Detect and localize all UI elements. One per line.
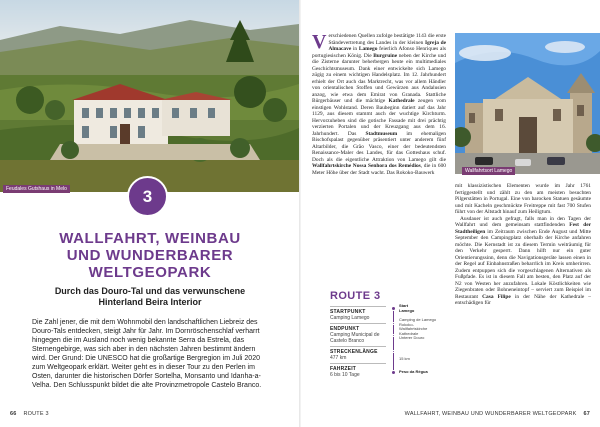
page-number-right: 67: [583, 411, 590, 417]
body-bold: Fest der Stadtheiligen: [455, 222, 591, 235]
route-map-distance: 15 km: [399, 356, 410, 361]
route-fact-key: STARTPUNKT: [330, 309, 366, 315]
route-map-text: Rokoko-: [399, 321, 414, 327]
route-fact-value: 477 km: [330, 355, 347, 361]
body-text: feierlich Afonso Henriques als portugiesischen König. Die: [312, 46, 446, 59]
route-fact-key: ENDPUNKT: [330, 326, 360, 332]
body-paragraph: [455, 216, 591, 307]
route-fact-key: STRECKENLÄNGE: [330, 349, 378, 355]
route-map-text: Start: [399, 303, 409, 308]
chapter-number-badge: 3: [127, 176, 168, 217]
body-column-1: [312, 33, 446, 176]
photo-caption-right: Wallfahrtsort Lamego: [462, 167, 515, 175]
route-fact-value: Camping Municipal de Castelo Branco: [330, 332, 380, 344]
chapter-title-line: WALLFAHRT, WEINBAU: [59, 230, 241, 247]
route-map-label-stops: [399, 318, 436, 341]
page-gutter: [299, 0, 301, 427]
route-fact-value: 6 bis 10 Tage: [330, 372, 360, 378]
body-text: in der Nähe der Kathedrale – entschädigen für: [455, 293, 591, 306]
body-text: in: [351, 46, 359, 52]
intro-paragraph: Die Zahl jener, die mit dem Wohnmobil den landschaftlichen Liebreiz des Douro-Tals entdecken, steigt Jahr für Jahr. Im Dornröschenschlaf verharrt hingegen die im Ausland noch wenig bekannte Serra da Estrela, das Sternengebirge, was sich aber in den nächsten Jahren bestimmt ändern wird. Der Grund: Die UNESCO hat die großartige Bergregion im Juli 2020 zum Weltgeopark erklärt. Weiter geht es in dieser Tour zu den Perlen im Osten, darunter die historischen Dörfer Sortelha, Monsanto und Idanha-a-Velha. Den Schlusspunkt bildet die alte Provinzmetropole Castelo Branco.: [32, 319, 262, 389]
route-map-label-start: [399, 304, 414, 313]
body-bold: Burgruine: [373, 52, 398, 59]
route-fact-length: [330, 346, 386, 363]
chapter-title-line: WELTGEOPARK: [88, 264, 212, 281]
route-info-box: [330, 290, 440, 412]
body-paragraph: mit klassizistischen Elementen wurde im Jahr 1761 fertiggestellt und zählt zu den am meisten besuchten Pilgerstätten in Portugal. Eine von barocken Statuen gesäumte und mit Kacheln geschmückte Freitreppe mit fast 700 Stufen führt von der Altstadt hinauf zum Heiligtum.: [455, 183, 591, 215]
route-map-text: Camping de Lamego: [399, 317, 437, 322]
chapter-subtitle: [20, 286, 280, 308]
route-stop-marker: [392, 334, 395, 337]
drop-cap: V: [312, 31, 327, 53]
route-line: [393, 308, 394, 374]
body-text: im ehemaligen Bischofspalast gegenüber präsentiert unter anderem fünf Altarbilder, die Grão Vasco, einer der bedeutendsten Renaissance-Maler des Landes, für das Gotteshaus schuf. Doch als die eigentliche Attraktion von Lamego gilt die: [312, 130, 447, 163]
route-stop-marker: [392, 350, 395, 353]
photo-manor-house: [0, 0, 299, 192]
body-text: erschiedenen Quellen zufolge bestätigte 1143 die erste Ständevertretung des Landes in der kleinen: [328, 33, 446, 46]
route-fact-value: Camping Lamego: [330, 315, 370, 321]
route-fact-key: FAHRZEIT: [330, 366, 357, 372]
body-column-2: [455, 183, 591, 307]
route-fact-end: [330, 323, 386, 346]
route-map-label-end: [399, 370, 428, 375]
body-bold: Lamego: [358, 46, 378, 52]
body-bold: Stadtmuseum: [365, 130, 398, 137]
page-number-left: 66: [10, 411, 17, 417]
body-bold: Casa Filipe: [482, 293, 511, 300]
body-text: neben der Kirche und die Zisterne darunter beherbergen heute ein multimediales Geschichtsmuseum. Dank einer entwickelte sich Lamego zügig zu einem wichtigen Handelsplatz. Im 12. Jahrhundert erhielt der Ort auch das Marktrecht, was vor allem Händler von orientalischen Stoffen und Gewürzen aus Andalusien anzog, wie etwa dem Emirat von Granada. Stattliche Bürgerbäuser und die mächtige: [312, 52, 446, 104]
route-fact-start: [330, 306, 386, 323]
chapter-title-line: UND WUNDERBARER: [66, 247, 234, 264]
body-text: Ausdauer ist auch gefragt, falls man in den Tagen der Wallfahrt und dem gemeinsam stattfindenden: [455, 215, 591, 228]
photo-lamego-church: [455, 33, 600, 174]
body-bold: Igreja de Almacave: [328, 39, 446, 52]
route-facts: [330, 306, 386, 380]
photo-caption-left: Feudales Gutshaus in Melo: [3, 185, 70, 193]
route-stop-marker: [392, 322, 395, 325]
body-bold: Wallfahrtskirche Nossa Senhora dos Remédios: [312, 163, 421, 169]
body-text: zeugen vom einstigen Wohlstand. Deren Baubeginn datiert auf das Jahr 1129, aus diesem stammt auch der wuchtige Kirchturm. Hervorzuheben sind die gotische Fassade mit drei prächtig verzierten Portalen und der Kreuzgang aus dem 16. Jahrhundert. Das: [312, 98, 446, 137]
body-bold: Kathedrale: [388, 98, 415, 104]
route-map-text: Unterer Douro: [399, 335, 425, 341]
body-text: im Zeitraum zwischen Ende August und Mitte September den Campingplatz oberhalb der Kirche anfahren möchte. Die Kernstadt ist zu diesem Termin weiträumig für den Verkehr gesperrt. Dann hilft nur ein guter Orientierungssinn, denn die Navigationsgeräte lassen einen in der Regel auf Einbahnstraßen beharrlich im Kreis umherirren. Zudem entpuppen sich die vorgeschlagenen Alternativen als Fußpfade. Es ist in diesem Fall am besten, den Platz auf der N2 von Westen her anzufahren. Lokale Köstlichkeiten wie Ziegenbraten oder Bohneneintopf – serviert zum Beispiel im Restaurant: [455, 228, 591, 300]
chapter-subtitle-line: Hinterland Beira Interior: [98, 297, 202, 307]
body-text: , die in 600 Meter Höhe über der Stadt wacht. Das Rokoko-Bauwerk: [312, 163, 446, 176]
running-head-left: ROUTE 3: [23, 411, 49, 417]
chapter-subtitle-line: Durch das Douro-Tal und das verwunschene: [54, 286, 246, 296]
route-map-text: Peso da Régua: [399, 369, 428, 374]
route-start-marker: [391, 306, 396, 311]
route-map-text: Wallfahrtskirche: [399, 326, 428, 332]
route-mini-map: [389, 304, 439, 384]
route-heading: ROUTE 3: [330, 290, 381, 302]
route-end-marker: [391, 370, 396, 375]
route-fact-duration: [330, 363, 386, 380]
footer-left: [10, 411, 49, 417]
chapter-title: [10, 230, 290, 281]
route-map-text: Kathedrale: [399, 330, 419, 336]
running-head-right: WALLFAHRT, WEINBAU UND WUNDERBARER WELTGEOPARK: [404, 411, 577, 417]
route-map-text: Lamego: [399, 307, 415, 313]
footer-right: [405, 411, 590, 417]
